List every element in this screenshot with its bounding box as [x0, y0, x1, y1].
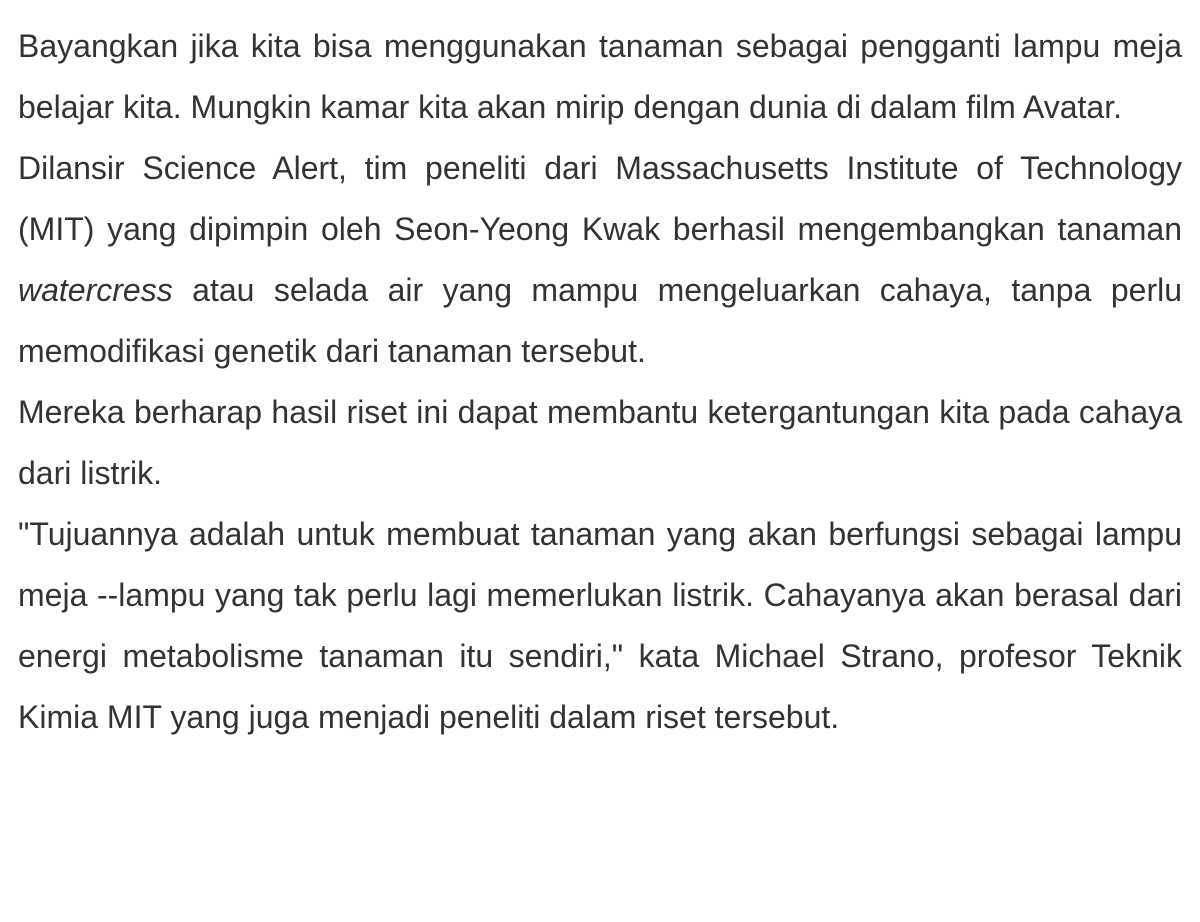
paragraph-text: Dilansir Science Alert, tim peneliti dari Massachusetts Institute of Technology (MIT) yang dipimpin oleh Seon-Yeong Kwak berhasil mengembangkan tanaman: [18, 150, 1182, 247]
emphasized-term: watercress: [18, 272, 173, 308]
article-paragraph: Bayangkan jika kita bisa menggunakan tanaman sebagai pengganti lampu meja belajar kita. Mungkin kamar kita akan mirip dengan dunia di dalam film Avatar.: [18, 28, 1182, 125]
article-paragraph: "Tujuannya adalah untuk membuat tanaman yang akan berfungsi sebagai lampu meja --lampu yang tak perlu lagi memerlukan listrik. Cahayanya akan berasal dari energi metabolisme tanaman itu sendiri," kata Michael Strano, profesor Teknik Kimia MIT yang juga menjadi peneliti dalam riset tersebut.: [18, 516, 1182, 735]
paragraph-text: atau selada air yang mampu mengeluarkan cahaya, tanpa perlu memodifikasi genetik dari tanaman tersebut.: [18, 272, 1182, 369]
article-paragraph: [18, 138, 1182, 382]
article-paragraph: Mereka berharap hasil riset ini dapat membantu ketergantungan kita pada cahaya dari listrik.: [18, 394, 1182, 491]
